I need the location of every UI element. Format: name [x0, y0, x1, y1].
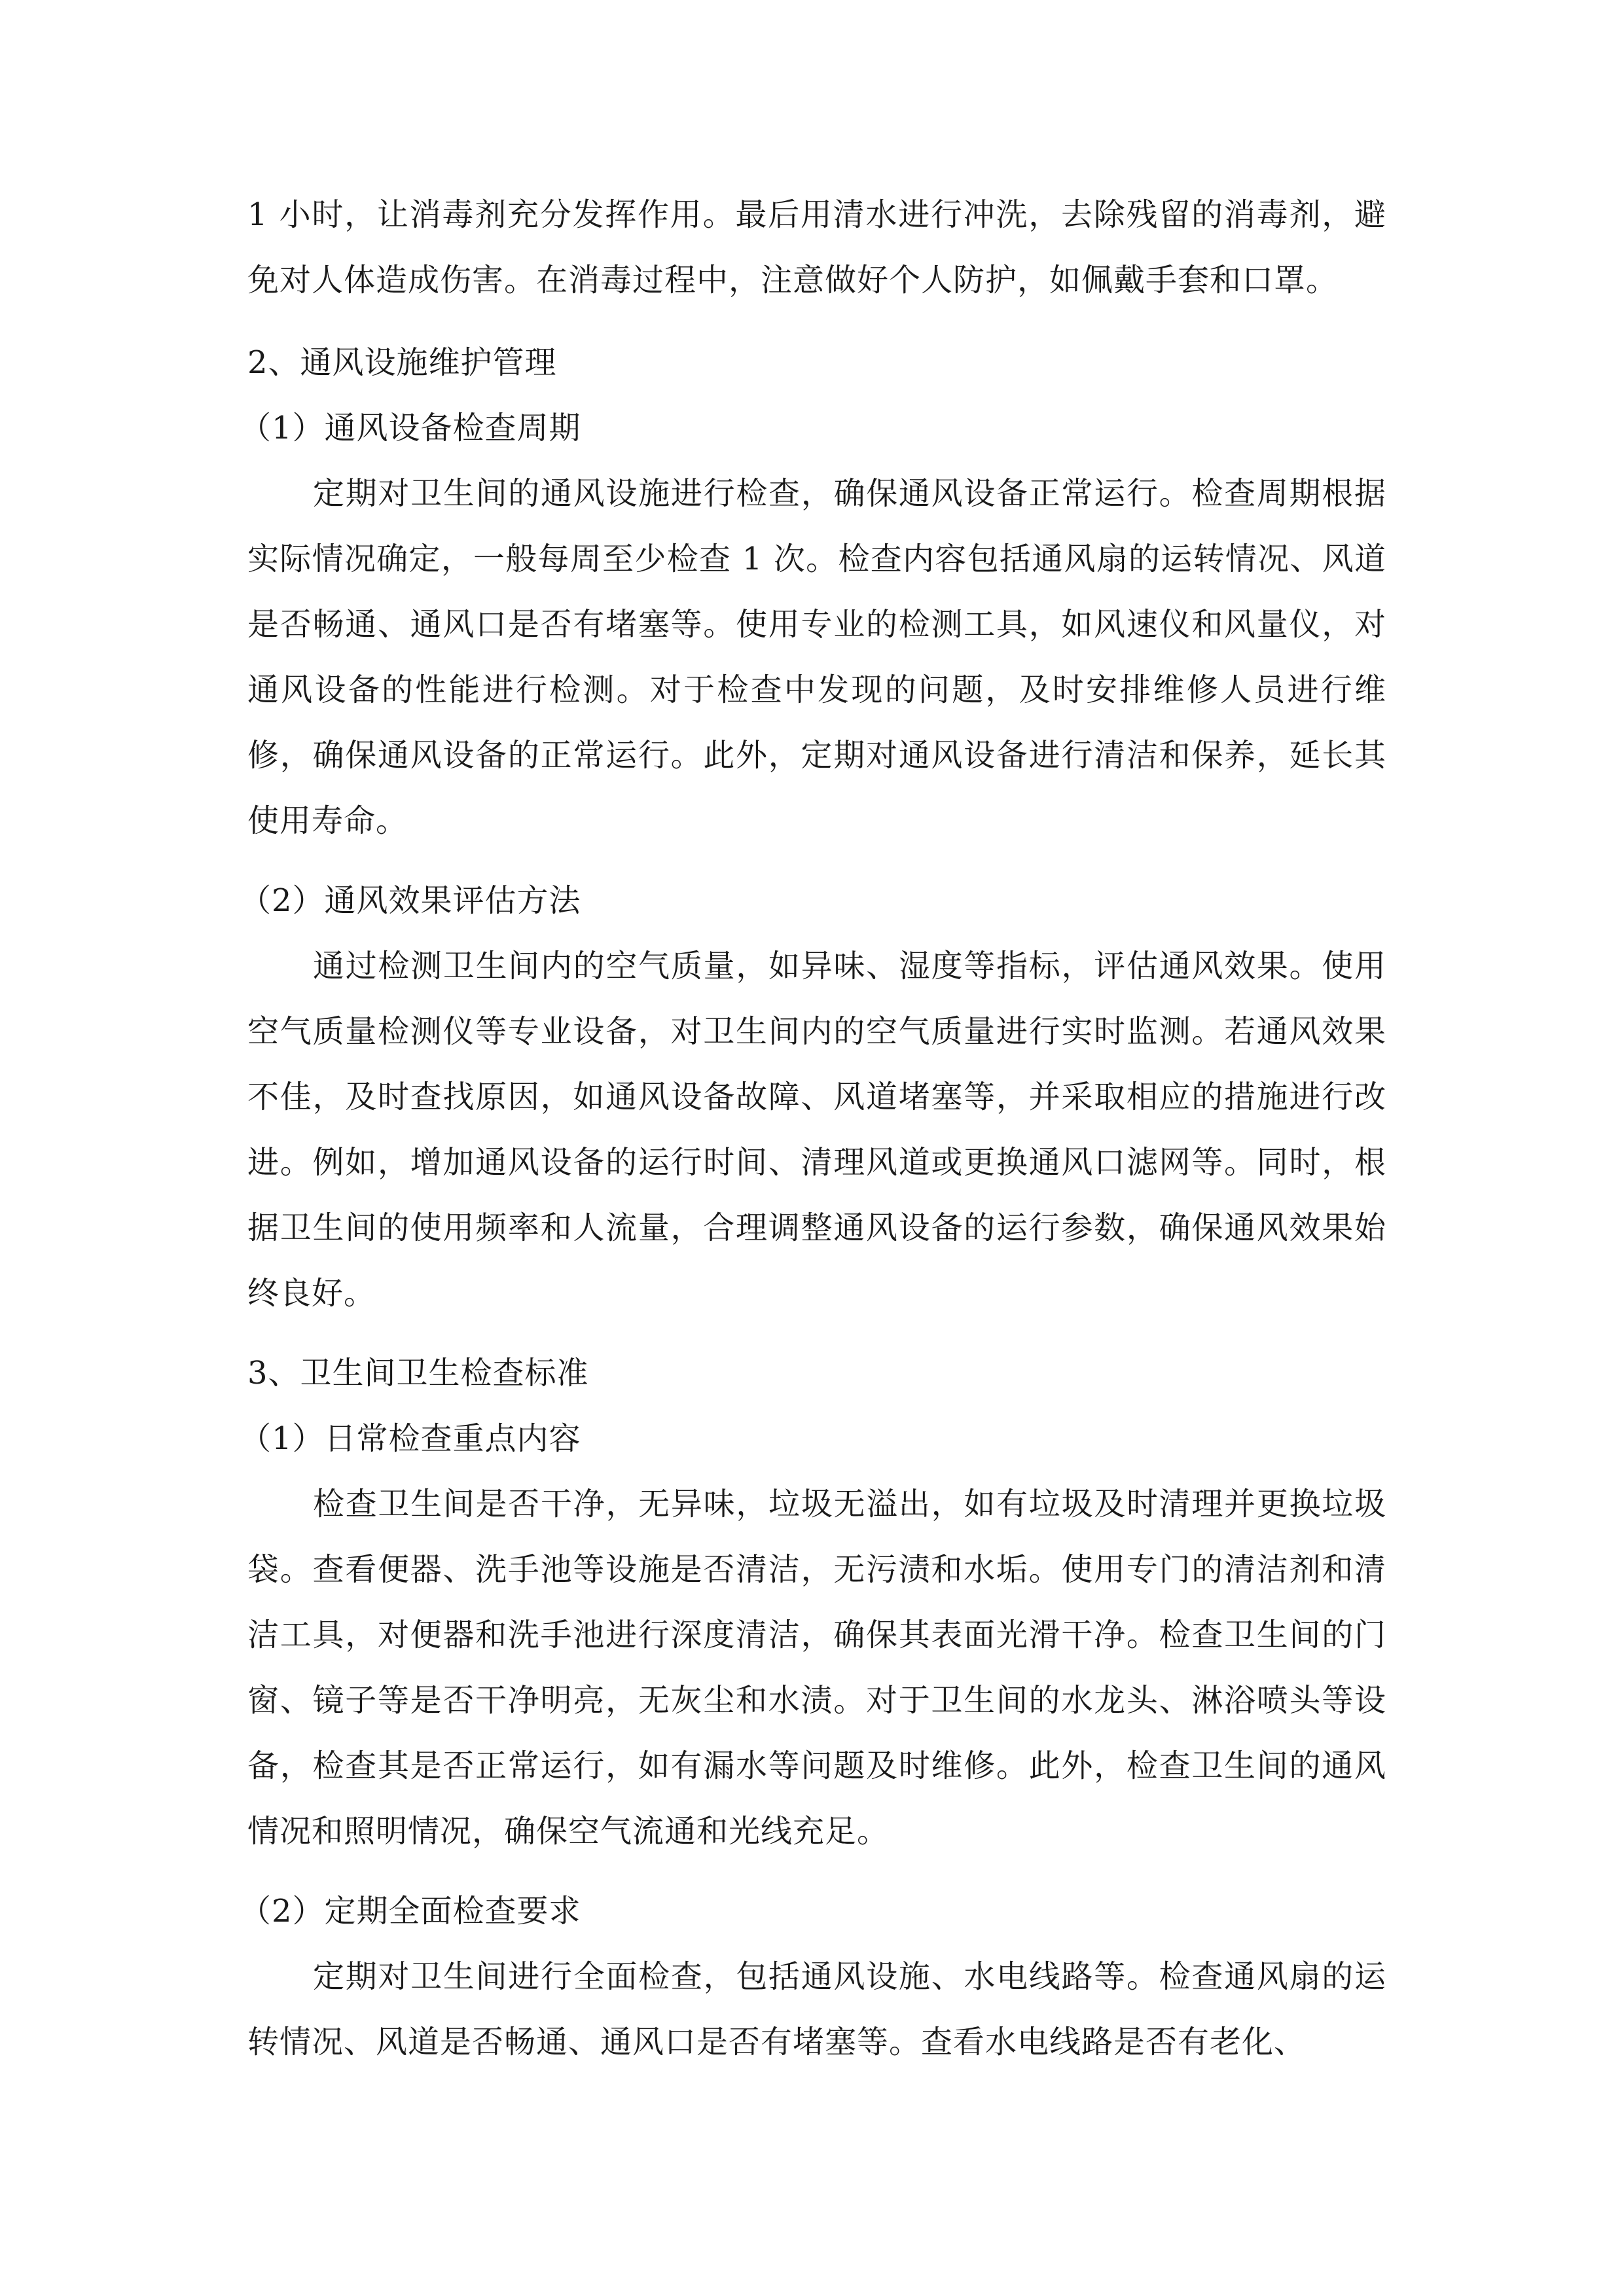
spacer — [247, 1326, 1386, 1340]
paragraph-periodic-check: 定期对卫生间进行全面检查，包括通风设施、水电线路等。检查通风扇的运转情况、风道是否畅通、通风口是否有堵塞等。查看水电线路是否有老化、 — [247, 1958, 1386, 2060]
paragraph-ventilation-evaluation: 通过检测卫生间内的空气质量，如异味、湿度等指标，评估通风效果。使用空气质量检测仪等专业设备，对卫生间内的空气质量进行实时监测。若通风效果不佳，及时查找原因，如通风设备故障、风道堵塞等，并采取相应的措施进行改进。例如，增加通风设备的运行时间、清理风道或更换通风口滤网等。同时，根据卫生间的使用频率和人流量，合理调整通风设备的运行参数，确保通风效果始终良好。 — [247, 948, 1386, 1312]
section-heading-ventilation: 2、通风设施维护管理 — [247, 344, 557, 381]
intro-paragraph: 1 小时，让消毒剂充分发挥作用。最后用清水进行冲洗，去除残留的消毒剂，避免对人体造成伤害。在消毒过程中，注意做好个人防护，如佩戴手套和口罩。 — [247, 196, 1386, 298]
subsection-heading-daily-check: （1）日常检查重点内容 — [240, 1420, 581, 1457]
paragraph-daily-check: 检查卫生间是否干净，无异味，垃圾无溢出，如有垃圾及时清理并更换垃圾袋。查看便器、洗手池等设施是否清洁，无污渍和水垢。使用专门的清洁剂和清洁工具，对便器和洗手池进行深度清洁，确保其表面光滑干净。检查卫生间的门窗、镜子等是否干净明亮，无灰尘和水渍。对于卫生间的水龙头、淋浴喷头等设备，检查其是否正常运行，如有漏水等问题及时维修。此外，检查卫生间的通风情况和照明情况，确保空气流通和光线充足。 — [247, 1486, 1386, 1850]
section-heading-hygiene-standard: 3、卫生间卫生检查标准 — [247, 1355, 589, 1391]
spacer — [247, 313, 1386, 330]
spacer — [247, 853, 1386, 868]
document-content — [240, 182, 1386, 2075]
paragraph-inspection-cycle: 定期对卫生间的通风设施进行检查，确保通风设备正常运行。检查周期根据实际情况确定，一般每周至少检查 1 次。检查内容包括通风扇的运转情况、风道是否畅通、通风口是否有堵塞等。使用专业的检测工具，如风速仪和风量仪，对通风设备的性能进行检测。对于检查中发现的问题，及时安排维修人员进行维修，确保通风设备的正常运行。此外，定期对通风设备进行清洁和保养，延长其使用寿命。 — [247, 475, 1386, 839]
subsection-heading-inspection-cycle: （1）通风设备检查周期 — [240, 410, 581, 446]
subsection-heading-ventilation-evaluation: （2）通风效果评估方法 — [240, 882, 581, 919]
subsection-heading-periodic-check: （2）定期全面检查要求 — [240, 1893, 581, 1929]
spacer — [247, 1864, 1386, 1878]
